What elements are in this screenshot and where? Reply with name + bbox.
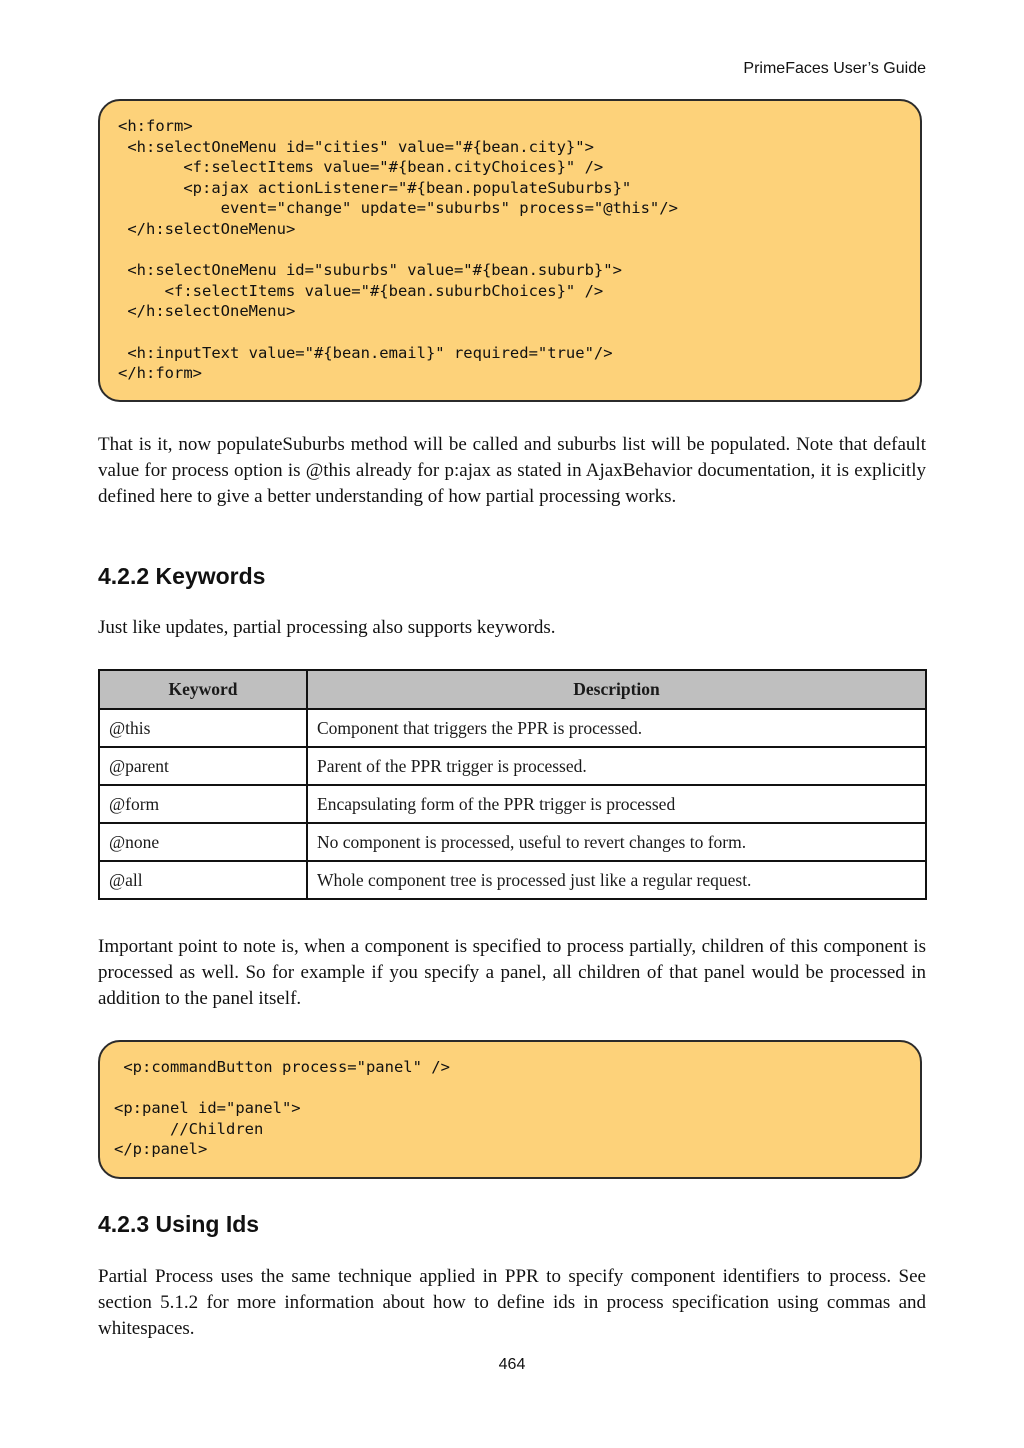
description-cell: Encapsulating form of the PPR trigger is processed	[307, 785, 926, 823]
keywords-intro: Just like updates, partial processing also supports keywords.	[98, 617, 556, 638]
description-cell: Parent of the PPR trigger is processed.	[307, 747, 926, 785]
code-line: </h:selectOneMenu>	[118, 219, 296, 238]
table-row	[99, 709, 926, 747]
code-line: <f:selectItems value="#{bean.cityChoices}" />	[118, 158, 604, 177]
code-line: <p:commandButton process="panel" />	[114, 1058, 450, 1076]
code-line: <h:selectOneMenu id="cities" value="#{bean.city}">	[118, 137, 594, 156]
paragraph-populate-suburbs: That is it, now populateSuburbs method will be called and suburbs list will be populated. Note that default value for process option is @this already for p:ajax as stated in AjaxBehavior documentation, it is explicitly defined here to give a better understanding of how partial processing works.	[98, 434, 926, 507]
keyword-cell: @none	[99, 823, 307, 861]
description-cell: Component that triggers the PPR is processed.	[307, 709, 926, 747]
column-header-description: Description	[307, 670, 926, 709]
code-line: <p:panel id="panel">	[114, 1099, 301, 1118]
description-cell: No component is processed, useful to revert changes to form.	[307, 823, 926, 861]
code-line: <h:selectOneMenu id="suburbs" value="#{bean.suburb}">	[118, 261, 622, 280]
code-line: </p:panel>	[114, 1140, 208, 1159]
table-row	[99, 747, 926, 785]
page-header-title: PrimeFaces User’s Guide	[743, 60, 926, 77]
code-line	[118, 240, 920, 261]
keyword-cell: @all	[99, 861, 307, 899]
code-block-form	[98, 99, 922, 402]
keyword-cell: @parent	[99, 747, 307, 785]
code-line	[118, 322, 920, 343]
code-line: <p:ajax actionListener="#{bean.populateSuburbs}"	[118, 178, 632, 197]
page-number: 464	[498, 1356, 526, 1373]
keyword-table	[98, 669, 927, 900]
code-line: <h:inputText value="#{bean.email}" required="true"/>	[118, 343, 613, 362]
table-row	[99, 823, 926, 861]
table-header-row	[99, 670, 926, 709]
table-row	[99, 785, 926, 823]
code-block-panel	[98, 1040, 922, 1179]
section-heading-using-ids: 4.2.3 Using Ids	[98, 1211, 260, 1237]
code-line: <f:selectItems value="#{bean.suburbChoices}" />	[118, 281, 604, 300]
code-line: </h:form>	[118, 364, 202, 383]
description-cell: Whole component tree is processed just like a regular request.	[307, 861, 926, 899]
code-line: //Children	[114, 1119, 264, 1138]
code-line: </h:selectOneMenu>	[118, 302, 296, 321]
keyword-cell: @form	[99, 785, 307, 823]
column-header-keyword: Keyword	[99, 670, 307, 709]
paragraph-using-ids: Partial Process uses the same technique applied in PPR to specify component identifiers to process. See section 5.1.2 for more information about how to define ids in process specification using commas and whitespaces.	[98, 1266, 926, 1339]
table-row	[99, 861, 926, 899]
keyword-cell: @this	[99, 709, 307, 747]
code-line: <h:form>	[118, 117, 193, 135]
code-line: event="change" update="suburbs" process="@this"/>	[118, 199, 678, 218]
code-line	[114, 1078, 920, 1099]
paragraph-partial-children: Important point to note is, when a component is specified to process partially, children of this component is processed as well. So for example if you specify a panel, all children of that panel would be processed in addition to the panel itself.	[98, 936, 926, 1009]
section-heading-keywords: 4.2.2 Keywords	[98, 563, 266, 589]
